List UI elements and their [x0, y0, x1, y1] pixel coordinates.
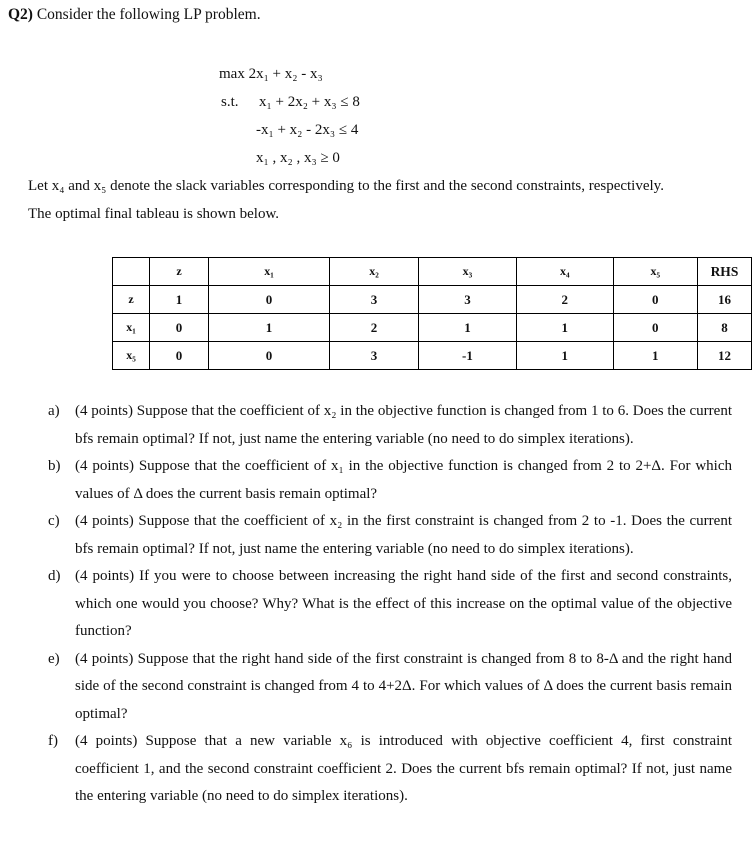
tableau-cell: 1 [150, 286, 209, 314]
question-title [8, 6, 261, 24]
tableau-cell: 0 [613, 314, 697, 342]
tableau-header-cell: x₅ [613, 258, 697, 286]
tableau-cell: 3 [329, 342, 418, 370]
part-label: b) [48, 458, 61, 474]
tableau-header-cell: z [150, 258, 209, 286]
intro-line-2: The optimal final tableau is shown below. [28, 206, 280, 222]
tableau-cell: -1 [419, 342, 517, 370]
tableau-cell: 1 [419, 314, 517, 342]
tableau-cell: 1 [209, 314, 330, 342]
tableau-cell: 1 [516, 342, 613, 370]
tableau-cell: 0 [150, 314, 209, 342]
question-part-a [48, 398, 732, 453]
part-text: (4 points) Suppose that the coefficient of x₂ in the first constraint is changed from 2 to -1. Does the current bfs remain optimal? If not, just name the entering variable (no need to do simplex iterations). [75, 513, 732, 557]
tableau-cell: 8 [697, 314, 751, 342]
tableau-header-cell [113, 258, 150, 286]
optimal-tableau [112, 257, 752, 370]
part-text: (4 points) Suppose that a new variable x₆ is introduced with objective coefficient 4, first constraint coefficient 1, and the second constraint coefficient 2. Does the current bfs remain optimal? If not, just name the entering variable (no need to do simplex iterations). [75, 733, 732, 804]
question-part-c [48, 508, 732, 563]
tableau-cell: 16 [697, 286, 751, 314]
tableau-cell: 3 [329, 286, 418, 314]
part-label: e) [48, 650, 60, 667]
tableau-cell: x₁ [113, 314, 150, 342]
question-part-f [48, 728, 732, 811]
intro-line-1: Let x₄ and x₅ denote the slack variables corresponding to the first and the second constraints, respectively. [28, 178, 664, 194]
tableau-cell: 2 [516, 286, 613, 314]
lp-objective: max 2x₁ + x₂ - x₃ [219, 66, 323, 82]
tableau-header-cell: x₁ [209, 258, 330, 286]
tableau-header-row [113, 258, 752, 286]
lp-constraint-1: x₁ + 2x₂ + x₃ ≤ 8 [259, 94, 360, 110]
tableau-cell: 1 [516, 314, 613, 342]
part-text: (4 points) Suppose that the coefficient of x₁ in the objective function is changed from 2 to 2+Δ. For which values of Δ does the current basis remain optimal? [75, 458, 732, 502]
tableau-cell: 1 [613, 342, 697, 370]
tableau-row-x1 [113, 314, 752, 342]
tableau-cell: z [113, 286, 150, 314]
tableau-header-cell: x₄ [516, 258, 613, 286]
part-text: (4 points) If you were to choose between increasing the right hand side of the first and second constraints, which one would you choose? Why? What is the effect of this increase on the optimal value of the objective function? [75, 568, 732, 639]
part-label: a) [48, 403, 60, 419]
part-label: f) [48, 733, 58, 749]
question-title-text: Consider the following LP problem. [32, 6, 261, 23]
tableau-cell: x₅ [113, 342, 150, 370]
part-text: (4 points) Suppose that the coefficient of x₂ in the objective function is changed from 1 to 6. Does the current bfs remain optimal? If not, just name the entering variable (no need to do simplex iterations). [75, 403, 732, 447]
part-text: (4 points) Suppose that the right hand side of the first constraint is changed from 8 to 8-Δ and the right hand side of the second constraint is changed from 4 to 4+2Δ. For which values of Δ does the current basis remain optimal? [75, 650, 732, 722]
tableau-header-cell: x₂ [329, 258, 418, 286]
tableau-cell: 2 [329, 314, 418, 342]
tableau-cell: 3 [419, 286, 517, 314]
lp-st-label: s.t. [221, 94, 239, 110]
tableau-header-cell: RHS [697, 258, 751, 286]
tableau-row-z [113, 286, 752, 314]
tableau-header-cell: x₃ [419, 258, 517, 286]
tableau-cell: 0 [209, 286, 330, 314]
tableau-cell: 0 [613, 286, 697, 314]
tableau-row-x5 [113, 342, 752, 370]
question-parts [48, 398, 732, 811]
question-part-e [48, 646, 732, 729]
question-label: Q2) [8, 6, 33, 23]
tableau-cell: 0 [150, 342, 209, 370]
tableau-cell: 12 [697, 342, 751, 370]
lp-constraint-2: -x₁ + x₂ - 2x₃ ≤ 4 [256, 122, 359, 138]
question-part-b [48, 453, 732, 508]
part-label: d) [48, 568, 61, 584]
question-part-d [48, 563, 732, 646]
tableau-cell: 0 [209, 342, 330, 370]
part-label: c) [48, 513, 60, 529]
lp-nonnegativity: x₁ , x₂ , x₃ ≥ 0 [256, 150, 340, 166]
